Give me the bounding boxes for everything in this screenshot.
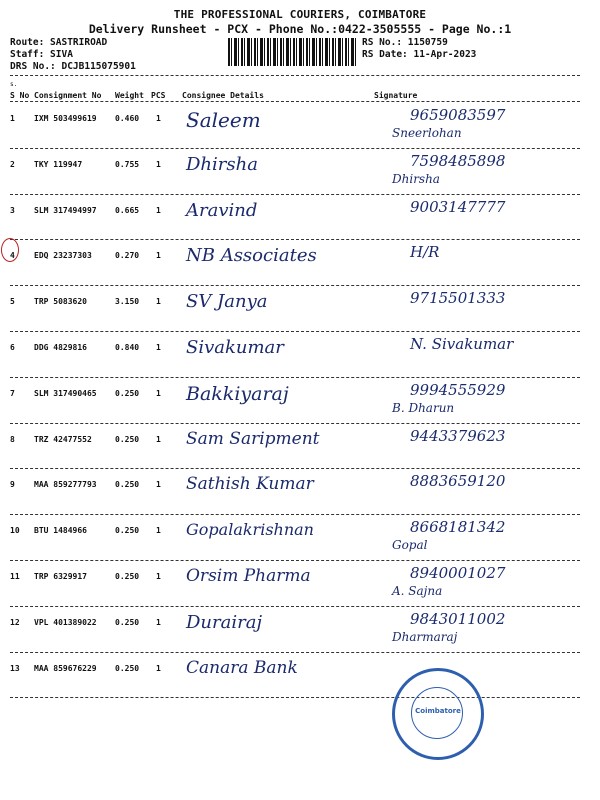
row-divider [10,560,580,561]
row-weight: 0.270 [115,251,140,261]
row-divider [10,194,580,195]
row-sno: 5 [10,297,15,307]
row-consignment: SLM 317490465 [34,388,97,398]
row-weight: 0.250 [115,388,140,398]
row-consignment: VPL 401389022 [34,617,97,627]
row-consignee-handwritten: Orsim Pharma [186,566,311,586]
row-signature-handwritten: N. Sivakumar [410,335,514,353]
row-divider [10,697,580,698]
row-signature-handwritten: 9003147777 [410,197,506,216]
row-pcs: 1 [156,159,161,169]
row-signature-note: Dhirsha [392,171,440,186]
row-pcs: 1 [156,434,161,444]
row-sno: 9 [10,480,15,490]
row-consignee-handwritten: Sam Saripment [186,428,320,449]
row-sno: 4 [10,251,15,261]
row-divider [10,652,580,653]
table-row [0,562,600,607]
row-sno: 11 [10,572,20,581]
row-weight: 0.840 [115,343,140,352]
row-consignment: DDG 4829816 [34,343,87,352]
row-signature-note: B. Dharun [392,400,455,415]
row-sno: 2 [10,159,15,169]
row-consignment: TRP 5083620 [34,297,87,307]
row-sno: 8 [10,434,15,444]
table-row [0,470,600,515]
col-consignment: Consignment No [34,91,102,100]
row-pcs: 1 [156,343,161,352]
header-divider [10,101,580,102]
row-consignee-handwritten: Canara Bank [186,657,298,678]
row-consignment: IXM 503499619 [34,114,97,123]
row-consignee-handwritten: Bakkiyaraj [186,382,289,405]
table-row [0,425,600,470]
row-pcs: 1 [156,663,161,673]
row-weight: 0.460 [115,114,140,123]
row-sno: 7 [10,388,15,398]
row-pcs: 1 [156,388,161,398]
row-consignment: BTU 1484966 [34,526,87,536]
table-row [0,150,600,195]
row-weight: 0.250 [115,572,140,581]
barcode [228,38,356,66]
row-weight: 0.250 [115,526,140,536]
table-row [0,104,600,149]
row-sno: 6 [10,343,15,352]
company-title: THE PROFESSIONAL COURIERS, COIMBATORE [173,8,427,21]
row-divider [10,468,580,469]
table-row [0,654,600,699]
row-signature-handwritten: 9994555929 [410,380,506,399]
row-divider [10,606,580,607]
row-consignment: TRZ 42477552 [34,434,92,444]
row-weight: 0.665 [115,205,140,215]
row-divider [10,514,580,515]
row-sno: 10 [10,526,20,536]
row-consignment: TKY 119947 [34,159,83,169]
row-consignee-handwritten: Aravind [186,199,258,221]
runsheet-subtitle: Delivery Runsheet - PCX - Phone No.:0422-3505555 - Page No.:1 [88,22,512,36]
company-stamp [392,668,484,760]
circled-row-mark [1,238,19,262]
row-signature-handwritten: 8668181342 [410,518,506,537]
row-consignment: MAA 859277793 [34,480,97,490]
row-divider [10,377,580,378]
row-signature-note: Gopal [392,538,428,553]
row-consignee-handwritten: NB Associates [186,245,317,267]
row-signature-note: Sneerlohan [392,126,462,140]
row-divider [10,285,580,286]
row-pcs: 1 [156,114,161,123]
table-row [0,516,600,561]
row-consignment: TRP 6329917 [34,572,87,581]
row-signature-note: Dharmaraj [392,629,458,644]
row-sno: 13 [10,663,20,673]
row-consignment: MAA 859676229 [34,663,97,673]
table-row [0,287,600,332]
row-signature-handwritten: 9843011002 [410,609,506,628]
divider [10,75,580,76]
row-signature-handwritten: 7598485898 [410,151,506,170]
row-signature-handwritten: H/R [410,243,440,262]
row-divider [10,423,580,424]
row-consignee-handwritten: Sathish Kumar [186,474,314,495]
row-pcs: 1 [156,526,161,536]
row-sno: 3 [10,205,15,215]
row-signature-handwritten: 9443379623 [410,426,506,445]
table-row [0,333,600,378]
table-row [0,241,600,286]
row-weight: 3.150 [115,297,140,307]
row-consignee-handwritten: Dhirsha [186,153,258,175]
rs-date: RS Date: 11-Apr-2023 [362,49,477,60]
staff-label: Staff: SIVA [10,49,73,60]
row-pcs: 1 [156,251,161,261]
row-sno: 1 [10,114,15,123]
col-consignee: Consignee Details [182,91,264,100]
row-signature-handwritten: 9715501333 [410,289,506,308]
col-sno: S No [10,91,30,100]
row-signature-note: A. Sajna [392,584,443,598]
row-consignee-handwritten: Sivakumar [186,337,284,358]
row-pcs: 1 [156,617,161,627]
row-divider [10,331,580,332]
row-consignee-handwritten: Durairaj [186,611,263,633]
stamp-label: Coimbatore [415,707,461,715]
row-pcs: 1 [156,480,161,490]
tiny-mark: s. [10,81,18,88]
row-signature-handwritten: 8883659120 [410,472,506,491]
row-divider [10,148,580,149]
table-row [0,608,600,653]
row-weight: 0.250 [115,480,140,490]
rs-number: RS No.: 1150759 [362,37,448,48]
row-consignment: SLM 317494997 [34,205,97,215]
row-pcs: 1 [156,297,161,307]
row-weight: 0.250 [115,617,140,627]
row-sno: 12 [10,617,20,627]
drs-number: DRS No.: DCJB115075901 [10,61,136,72]
col-weight: Weight [115,91,144,100]
row-weight: 0.250 [115,434,140,444]
row-signature-handwritten: 9659083597 [410,106,506,124]
row-pcs: 1 [156,205,161,215]
table-row [0,196,600,241]
route-label: Route: SASTRIROAD [10,37,108,48]
row-weight: 0.755 [115,159,140,169]
row-consignee-handwritten: Gopalakrishnan [186,520,314,540]
row-consignee-handwritten: Saleem [186,108,261,132]
row-consignment: EDQ 23237303 [34,251,92,261]
row-signature-handwritten: 8940001027 [410,564,506,582]
col-pcs: PCS [151,91,166,100]
row-consignee-handwritten: SV Janya [186,291,268,313]
col-signature: Signature [374,91,418,100]
row-divider [10,239,580,240]
row-pcs: 1 [156,572,161,581]
table-row [0,379,600,424]
row-weight: 0.250 [115,663,140,673]
